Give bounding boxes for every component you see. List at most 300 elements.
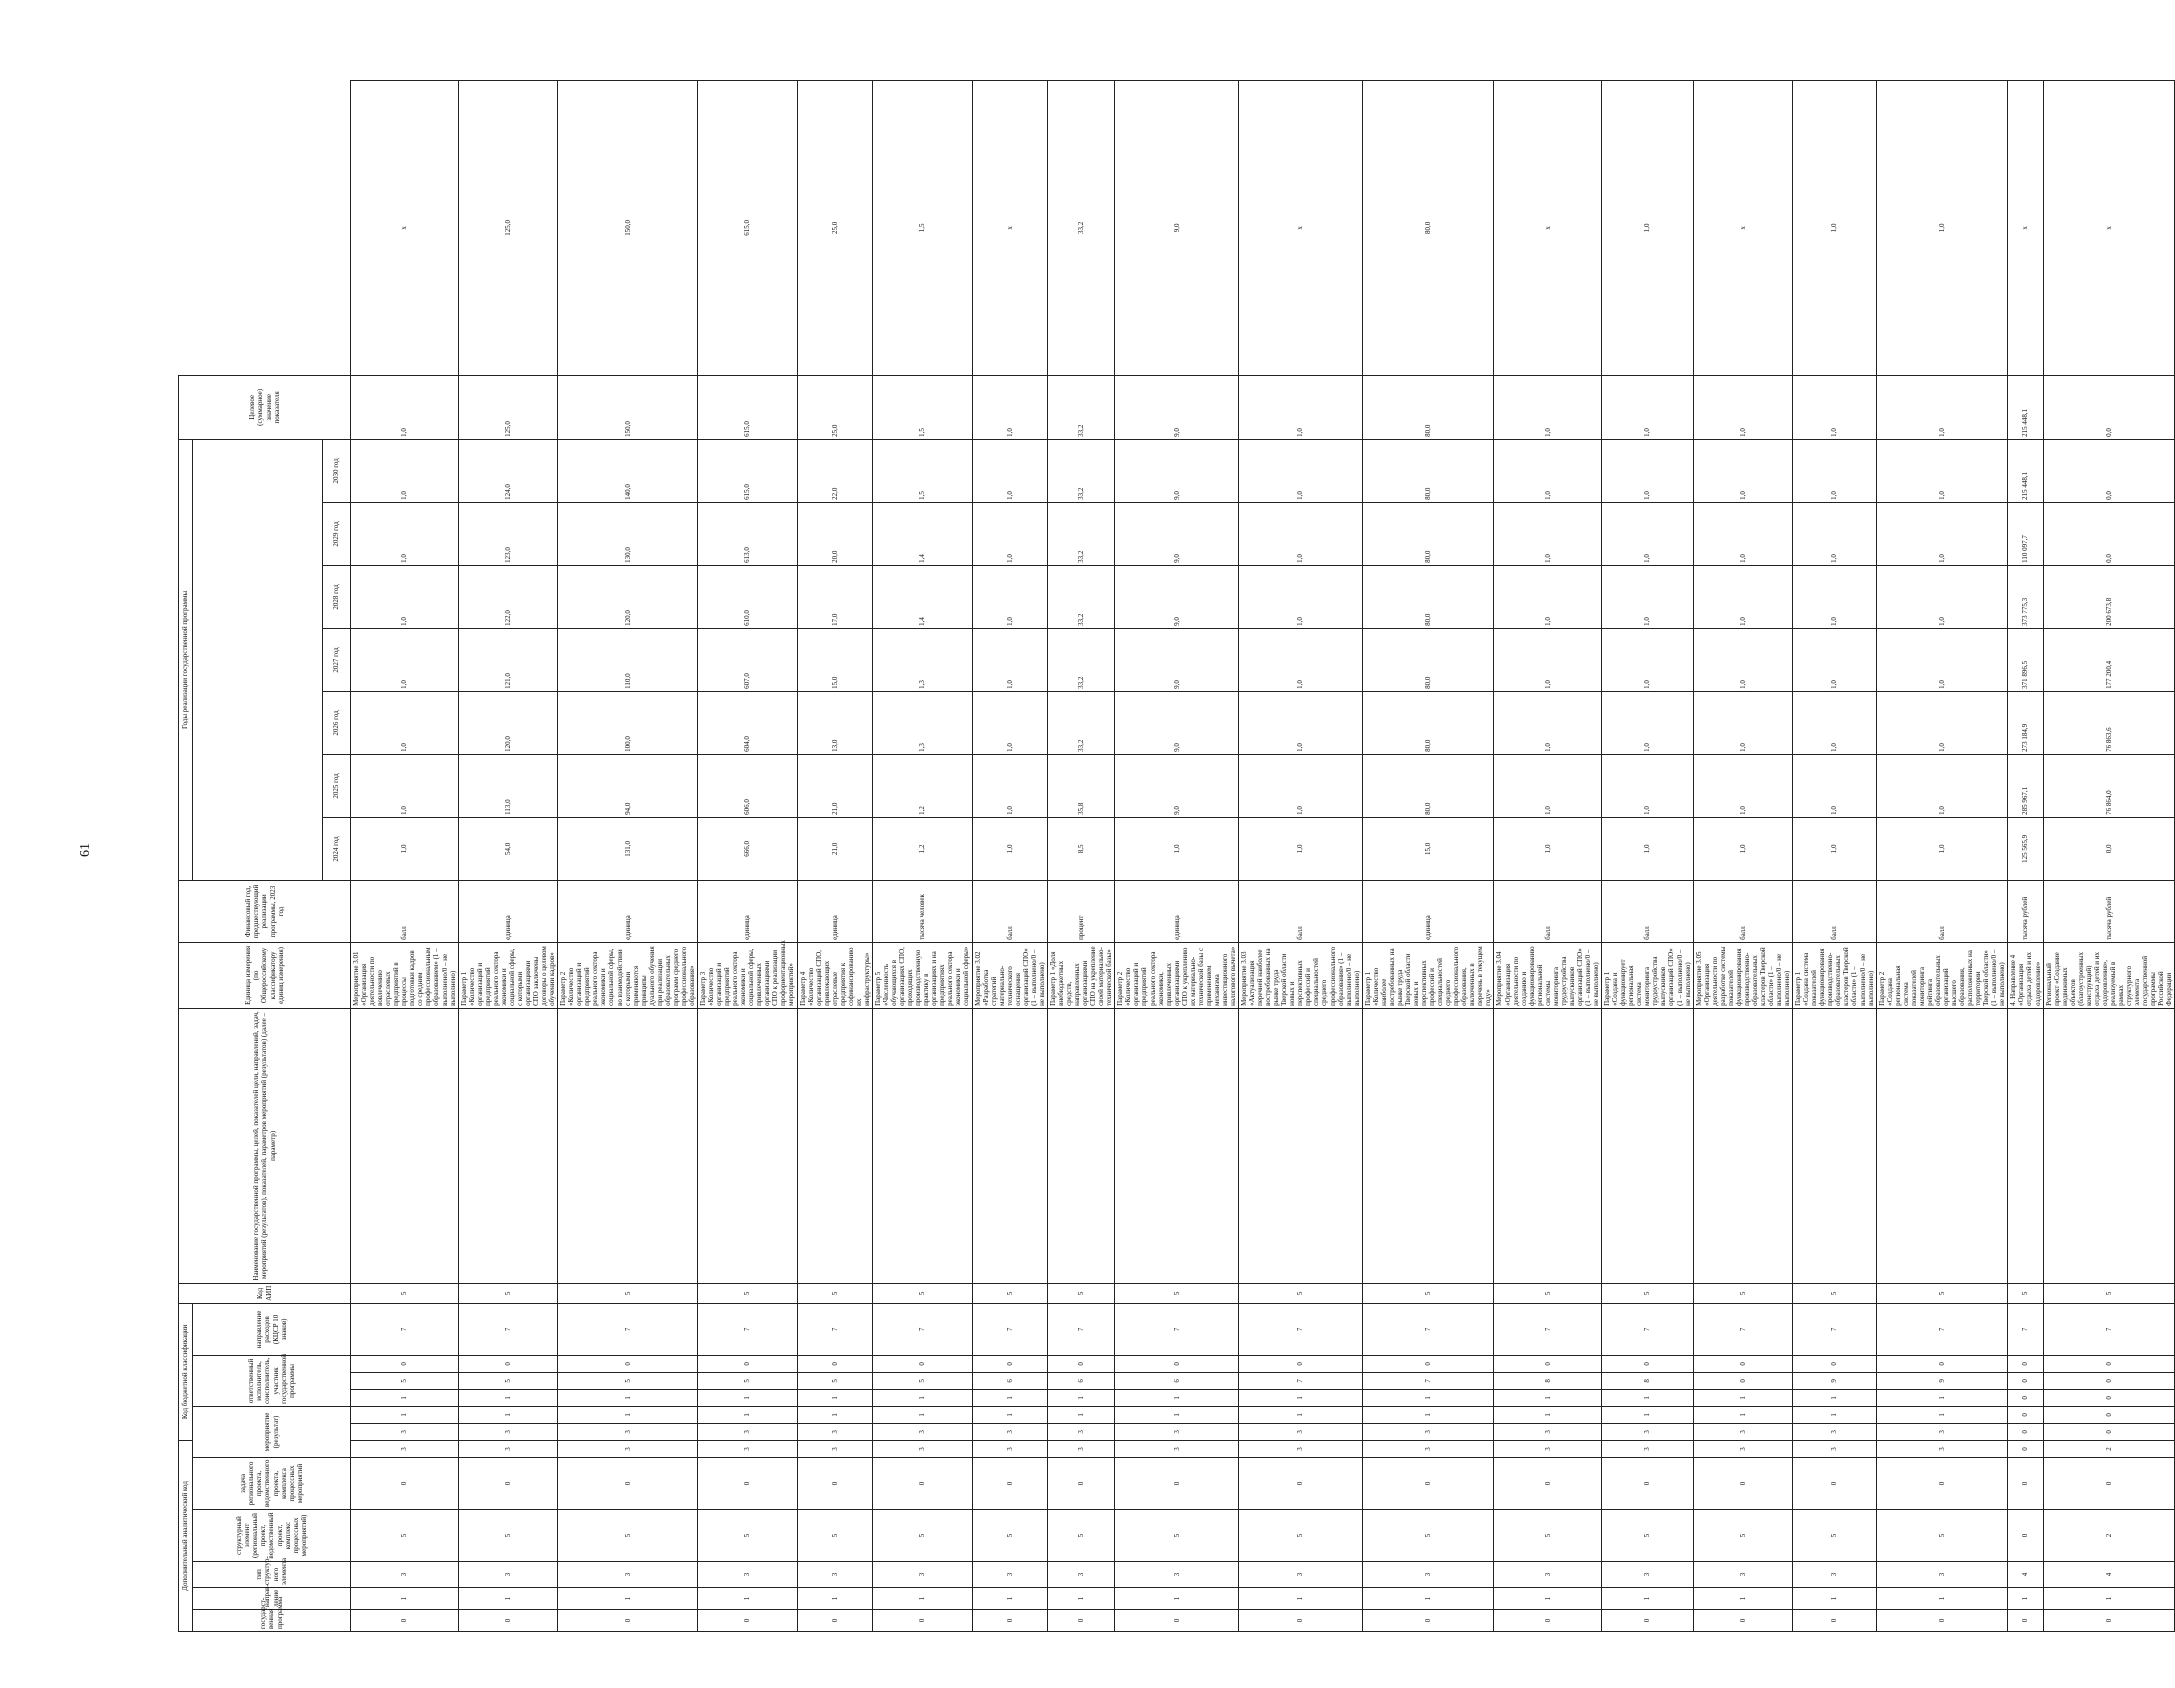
code-cell: 3 bbox=[1047, 1562, 1114, 1588]
code-cell: 3 bbox=[1602, 1562, 1694, 1588]
year-value-cell: 1,0 bbox=[972, 565, 1047, 628]
table-row bbox=[351, 81, 459, 1632]
code-cell: 0 bbox=[2008, 1510, 2043, 1562]
name-cell: Параметр 3 «Количество организаций и предприятий реального сектора экономики и социальной сферы, привлеченных организациями СПО к реализации профориентационных мероприятий» bbox=[697, 942, 797, 1008]
code-cell: 1 bbox=[1115, 1406, 1239, 1423]
year-value-cell: 80,0 bbox=[1362, 375, 1494, 439]
year-value-cell: 33,2 bbox=[1047, 439, 1114, 502]
aip-cell bbox=[1239, 1008, 1363, 1283]
year-value-cell: 1,0 bbox=[1494, 439, 1602, 502]
code-cell: 5 bbox=[872, 1510, 972, 1562]
year-value-cell: 125,0 bbox=[458, 375, 558, 439]
code-cell: 1 bbox=[1693, 1389, 1793, 1406]
code-cell: 5 bbox=[558, 1510, 698, 1562]
table-body bbox=[351, 81, 2175, 1632]
table-row bbox=[1115, 81, 1239, 1632]
year-value-cell: 373 775,3 bbox=[2008, 565, 2043, 628]
code-cell: 5 bbox=[1362, 1283, 1494, 1303]
code-cell: 1 bbox=[558, 1389, 698, 1406]
year-value-cell: 1,0 bbox=[1876, 754, 2008, 817]
code-cell: 3 bbox=[872, 1440, 972, 1457]
code-cell: 5 bbox=[1115, 1283, 1239, 1303]
year-value-cell: 1,0 bbox=[1693, 754, 1793, 817]
code-cell: 0 bbox=[1047, 1610, 1114, 1632]
year-value-cell: 1,0 bbox=[1693, 502, 1793, 565]
year-value-cell: 80,0 bbox=[1362, 565, 1494, 628]
code-cell: 9 bbox=[1876, 1372, 2008, 1389]
name-cell: Параметр 5 «Численность обучающихся в организациях СПО, проходящих производственную практику в организациях и на предприятиях реального сектора экономики и социальной сферы» bbox=[872, 942, 972, 1008]
code-cell: 1 bbox=[1693, 1588, 1793, 1610]
code-cell: 1 bbox=[872, 1588, 972, 1610]
year-value-cell: 1,4 bbox=[872, 502, 972, 565]
total-cell: x bbox=[351, 81, 459, 376]
code-cell: 0 bbox=[972, 1458, 1047, 1510]
code-cell: 7 bbox=[1239, 1303, 1363, 1355]
code-cell: 3 bbox=[1793, 1423, 1876, 1440]
total-cell: 1,0 bbox=[1602, 81, 1694, 376]
year-value-cell: 94,0 bbox=[558, 754, 698, 817]
year-value-cell: 1,0 bbox=[1693, 691, 1793, 754]
code-cell: 1 bbox=[1793, 1588, 1876, 1610]
total-cell: 1,0 bbox=[1876, 81, 2008, 376]
table-row bbox=[1602, 81, 1694, 1632]
unit-cell: единица bbox=[1362, 880, 1494, 942]
code-cell: 5 bbox=[1047, 1510, 1114, 1562]
code-cell: 0 bbox=[1693, 1610, 1793, 1632]
code-cell: 5 bbox=[1793, 1283, 1876, 1303]
year-value-cell: 1,0 bbox=[1239, 754, 1363, 817]
code-cell: 6 bbox=[972, 1372, 1047, 1389]
code-cell: 3 bbox=[1876, 1423, 2008, 1440]
year-value-cell: 22,0 bbox=[797, 439, 872, 502]
code-cell: 0 bbox=[1793, 1458, 1876, 1510]
code-cell: 7 bbox=[458, 1303, 558, 1355]
year-value-cell: 1,5 bbox=[872, 439, 972, 502]
code-cell: 4 bbox=[2008, 1562, 2043, 1588]
year-value-cell: 9,0 bbox=[1115, 502, 1239, 565]
code-cell: 1 bbox=[797, 1588, 872, 1610]
code-cell: 0 bbox=[1693, 1458, 1793, 1510]
code-cell: 0 bbox=[1494, 1458, 1602, 1510]
page-number: 61 bbox=[78, 843, 93, 857]
code-cell: 0 bbox=[458, 1610, 558, 1632]
year-value-cell: 1,0 bbox=[1793, 691, 1876, 754]
year-value-cell: 1,0 bbox=[1494, 565, 1602, 628]
code-cell: 7 bbox=[1793, 1303, 1876, 1355]
fin-cell: 131,0 bbox=[558, 817, 698, 880]
year-value-cell: 17,0 bbox=[797, 565, 872, 628]
year-value-cell: 9,0 bbox=[1115, 565, 1239, 628]
fin-cell: 1,0 bbox=[1876, 817, 2008, 880]
code-cell: 1 bbox=[1876, 1588, 2008, 1610]
code-cell: 3 bbox=[1362, 1440, 1494, 1457]
dop-code-group-header: Дополнительный аналитический код bbox=[179, 1440, 193, 1631]
code-cell: 3 bbox=[558, 1562, 698, 1588]
code-cell: 0 bbox=[1602, 1458, 1694, 1510]
code-cell: 0 bbox=[2043, 1355, 2175, 1372]
year-value-cell: 33,2 bbox=[1047, 691, 1114, 754]
code-cell: 1 bbox=[797, 1406, 872, 1423]
year-value-cell: 1,0 bbox=[972, 691, 1047, 754]
code-cell: 5 bbox=[797, 1372, 872, 1389]
code-cell: 5 bbox=[2043, 1283, 2175, 1303]
code-cell: 5 bbox=[1239, 1283, 1363, 1303]
code-cell: 3 bbox=[1239, 1423, 1363, 1440]
year-value-cell: 1,0 bbox=[1494, 628, 1602, 691]
unit-cell: балл bbox=[1693, 880, 1793, 942]
total-cell: x bbox=[2008, 81, 2043, 376]
code-cell: 0 bbox=[972, 1355, 1047, 1372]
code-cell: 5 bbox=[1693, 1510, 1793, 1562]
code-cell: 3 bbox=[1239, 1440, 1363, 1457]
year-value-cell: 1,0 bbox=[972, 375, 1047, 439]
code-cell: 0 bbox=[458, 1458, 558, 1510]
year-value-cell: 80,0 bbox=[1362, 754, 1494, 817]
code-cell: 0 bbox=[1115, 1610, 1239, 1632]
code-cell: 5 bbox=[351, 1283, 459, 1303]
total-cell: 25,0 bbox=[797, 81, 872, 376]
code-cell: 3 bbox=[1602, 1440, 1694, 1457]
code-cell: 0 bbox=[2043, 1458, 2175, 1510]
code-cell: 0 bbox=[697, 1610, 797, 1632]
year-value-cell: 1,0 bbox=[1494, 691, 1602, 754]
code-cell: 3 bbox=[797, 1423, 872, 1440]
code-cell: 1 bbox=[351, 1406, 459, 1423]
code-cell: 1 bbox=[1047, 1588, 1114, 1610]
code-cell: 3 bbox=[1047, 1440, 1114, 1457]
code-cell: 0 bbox=[2043, 1610, 2175, 1632]
code-cell: 5 bbox=[1693, 1283, 1793, 1303]
code-cell: 3 bbox=[797, 1562, 872, 1588]
code-cell: 3 bbox=[1362, 1423, 1494, 1440]
fin-cell: 1,0 bbox=[1693, 817, 1793, 880]
total-cell: x bbox=[972, 81, 1047, 376]
year-value-cell: 215 448,1 bbox=[2008, 375, 2043, 439]
unit-cell: тысяча рублей bbox=[2008, 880, 2043, 942]
year-value-cell: 20,0 bbox=[797, 502, 872, 565]
code-cell: 3 bbox=[558, 1423, 698, 1440]
total-header: Целевое (суммарное) значение показателя bbox=[179, 375, 351, 439]
year-value-cell: 1,0 bbox=[1693, 565, 1793, 628]
year-value-cell: 1,0 bbox=[1876, 691, 2008, 754]
year-value-cell: 1,0 bbox=[351, 375, 459, 439]
code-cell: 8 bbox=[1494, 1372, 1602, 1389]
code-cell: 1 bbox=[1362, 1389, 1494, 1406]
aip-cell bbox=[351, 1008, 459, 1283]
year-value-cell: 1,0 bbox=[1876, 628, 2008, 691]
name-cell: Параметр 1 «Количество организаций и предприятий реального сектора экономики и социальной сферы, с которыми организациями СПО заключены договоры о целевом обучении кадров» bbox=[458, 942, 558, 1008]
table-row bbox=[458, 81, 558, 1632]
code-cell: 0 bbox=[558, 1355, 698, 1372]
code-cell: 7 bbox=[697, 1303, 797, 1355]
year-value-cell: 1,0 bbox=[351, 754, 459, 817]
fin-cell: 666,0 bbox=[697, 817, 797, 880]
code-cell: 5 bbox=[1115, 1510, 1239, 1562]
year-value-cell: 13,0 bbox=[797, 691, 872, 754]
code-cell: 0 bbox=[872, 1610, 972, 1632]
name-cell: Параметр 2 «Количество организаций и предприятий реального сектора экономики и социальной сферы, во взаимодействии с которыми применяются принципы дуального обучения при реализации образовательных программ среднего профессионального образования» bbox=[558, 942, 698, 1008]
code-cell: 5 bbox=[1494, 1510, 1602, 1562]
code-cell: 0 bbox=[797, 1610, 872, 1632]
year-value-cell: 1,3 bbox=[872, 628, 972, 691]
code-cell: 3 bbox=[797, 1440, 872, 1457]
table-row bbox=[2008, 81, 2043, 1632]
code-cell: 0 bbox=[1362, 1610, 1494, 1632]
year-value-cell: 1,0 bbox=[351, 691, 459, 754]
code-cell: 3 bbox=[872, 1423, 972, 1440]
year-value-cell: 33,2 bbox=[1047, 375, 1114, 439]
code-cell: 3 bbox=[1239, 1562, 1363, 1588]
code-cell: 5 bbox=[1239, 1510, 1363, 1562]
code-cell: 7 bbox=[1047, 1303, 1114, 1355]
code-cell: 7 bbox=[1876, 1303, 2008, 1355]
code-cell: 5 bbox=[458, 1283, 558, 1303]
zadacha-header: задача регионального проекта, ведомственного проекта, комплекса процессных мероприятий bbox=[193, 1458, 351, 1510]
code-cell: 2 bbox=[2043, 1510, 2175, 1562]
year-value-cell: 113,0 bbox=[458, 754, 558, 817]
code-cell: 0 bbox=[1693, 1372, 1793, 1389]
fin-cell: 8,5 bbox=[1047, 817, 1114, 880]
code-cell: 1 bbox=[558, 1588, 698, 1610]
code-cell: 3 bbox=[697, 1440, 797, 1457]
code-cell: 0 bbox=[2043, 1372, 2175, 1389]
code-cell: 3 bbox=[1494, 1440, 1602, 1457]
name-cell: 4. Направление 4 «Организация отдыха детей и их оздоровление» bbox=[2008, 942, 2043, 1008]
year-value-cell: 1,0 bbox=[1602, 691, 1694, 754]
aip-cell bbox=[1047, 1008, 1114, 1283]
year-value-cell: 0,0 bbox=[2043, 439, 2175, 502]
name-header: Наименование государственной программы, целей, показателей цели, направлений, задач, мероприятий (результатов), показателей, параметров мероприятий (результатов) (далее – параметр) bbox=[179, 1008, 351, 1283]
year-value-cell: 110,0 bbox=[558, 628, 698, 691]
code-cell: 3 bbox=[1793, 1440, 1876, 1457]
fin-cell: 1,0 bbox=[972, 817, 1047, 880]
year-value-cell: 200 673,8 bbox=[2043, 565, 2175, 628]
code-cell: 0 bbox=[1047, 1355, 1114, 1372]
code-cell: 0 bbox=[1239, 1355, 1363, 1372]
code-cell: 0 bbox=[2008, 1440, 2043, 1457]
fin-cell: 54,0 bbox=[458, 817, 558, 880]
table-row bbox=[1793, 81, 1876, 1632]
code-cell: 1 bbox=[1693, 1406, 1793, 1423]
code-cell: 0 bbox=[1239, 1458, 1363, 1510]
name-cell: Параметр 1 «Количество наиболее востребованных на рынке труда Тверской области новых и перспективных профессий и специальностей среднего профессионального образования, включенных в перечень в текущем году» bbox=[1362, 942, 1494, 1008]
year-value-cell: 1,0 bbox=[1693, 375, 1793, 439]
code-cell: 8 bbox=[1602, 1372, 1694, 1389]
code-cell: 3 bbox=[1362, 1562, 1494, 1588]
year-value-cell: 615,0 bbox=[697, 439, 797, 502]
aip-cell bbox=[972, 1008, 1047, 1283]
code-cell: 0 bbox=[1494, 1610, 1602, 1632]
name-cell: Параметр 1 «Создана система показателей функционирования производственно-образовательных кластеров Тверской области» (1 – выполнено/0 – не выполнено) bbox=[1793, 942, 1876, 1008]
code-cell: 1 bbox=[1115, 1389, 1239, 1406]
code-cell: 0 bbox=[972, 1610, 1047, 1632]
aip-cell bbox=[1602, 1008, 1694, 1283]
year-value-cell: 371 896,5 bbox=[2008, 628, 2043, 691]
code-cell: 5 bbox=[351, 1510, 459, 1562]
year-value-cell: 1,0 bbox=[1876, 439, 2008, 502]
year-value-cell: 1,0 bbox=[1494, 754, 1602, 817]
code-cell: 1 bbox=[2008, 1588, 2043, 1610]
year-value-cell: 121,0 bbox=[458, 628, 558, 691]
code-cell: 5 bbox=[458, 1510, 558, 1562]
year-value-cell: 1,0 bbox=[1793, 628, 1876, 691]
year-value-cell: 1,0 bbox=[1239, 628, 1363, 691]
table-row bbox=[1494, 81, 1602, 1632]
name-cell: Параметр 2 «Количество организаций и предприятий реального сектора экономики, привлеченных организациями СПО к укреплению их материально-технической базы с применением механизма инвестиционного налогового вычета» bbox=[1115, 942, 1239, 1008]
code-cell: 0 bbox=[2043, 1406, 2175, 1423]
code-cell: 1 bbox=[1239, 1588, 1363, 1610]
code-cell: 1 bbox=[1047, 1406, 1114, 1423]
year-header: 2030 год bbox=[323, 439, 351, 502]
code-cell: 0 bbox=[2008, 1458, 2043, 1510]
code-cell: 0 bbox=[1494, 1355, 1602, 1372]
name-cell: Параметр 1 «Доля внебюджетных средств, направленных организациями СПО на укрепление своей материально-технической базы» bbox=[1047, 942, 1114, 1008]
code-cell: 0 bbox=[558, 1610, 698, 1632]
code-cell: 4 bbox=[2043, 1562, 2175, 1588]
code-cell: 7 bbox=[1239, 1372, 1363, 1389]
napr-header: направ-ление bbox=[193, 1588, 351, 1610]
code-cell: 0 bbox=[697, 1355, 797, 1372]
code-cell: 6 bbox=[1115, 1372, 1239, 1389]
unit-cell: единица bbox=[558, 880, 698, 942]
code-cell: 3 bbox=[1115, 1562, 1239, 1588]
year-value-cell: 1,0 bbox=[972, 628, 1047, 691]
year-value-cell: 1,4 bbox=[872, 565, 972, 628]
table-row bbox=[2043, 81, 2175, 1632]
year-value-cell: 1,0 bbox=[1693, 628, 1793, 691]
code-cell: 1 bbox=[1239, 1389, 1363, 1406]
total-cell: 80,0 bbox=[1362, 81, 1494, 376]
code-cell: 7 bbox=[1115, 1303, 1239, 1355]
aip-cell bbox=[1115, 1008, 1239, 1283]
code-cell: 5 bbox=[972, 1283, 1047, 1303]
code-cell: 1 bbox=[1793, 1389, 1876, 1406]
table-row bbox=[697, 81, 797, 1632]
year-value-cell: 1,0 bbox=[1239, 565, 1363, 628]
year-value-cell: 615,0 bbox=[697, 375, 797, 439]
code-cell: 3 bbox=[872, 1562, 972, 1588]
code-cell: 3 bbox=[351, 1423, 459, 1440]
ispoln-header: ответственный исполнитель, соисполнитель, участник государственной программы bbox=[193, 1355, 351, 1406]
code-cell: 1 bbox=[697, 1389, 797, 1406]
year-value-cell: 80,0 bbox=[1362, 628, 1494, 691]
year-value-cell: 110 097,7 bbox=[2008, 502, 2043, 565]
code-cell: 0 bbox=[2043, 1423, 2175, 1440]
table-row bbox=[797, 81, 872, 1632]
code-cell: 0 bbox=[1362, 1458, 1494, 1510]
code-cell: 1 bbox=[351, 1588, 459, 1610]
year-value-cell: 1,0 bbox=[351, 565, 459, 628]
budget-code-group-header: Код бюджетной классификации bbox=[179, 1303, 193, 1440]
code-cell: 0 bbox=[697, 1458, 797, 1510]
total-cell: x bbox=[1239, 81, 1363, 376]
year-value-cell: 1,0 bbox=[1793, 375, 1876, 439]
code-cell: 3 bbox=[1047, 1423, 1114, 1440]
code-cell: 0 bbox=[1115, 1458, 1239, 1510]
code-cell: 7 bbox=[2043, 1303, 2175, 1355]
code-cell: 6 bbox=[1047, 1372, 1114, 1389]
code-cell: 3 bbox=[558, 1440, 698, 1457]
table-row bbox=[1362, 81, 1494, 1632]
table-row bbox=[558, 81, 698, 1632]
code-cell: 0 bbox=[1602, 1610, 1694, 1632]
year-value-cell: 120,0 bbox=[558, 565, 698, 628]
year-header: 2026 год bbox=[323, 691, 351, 754]
code-cell: 1 bbox=[972, 1588, 1047, 1610]
code-cell: 5 bbox=[697, 1372, 797, 1389]
merop-header: мероприятие (результат) bbox=[193, 1406, 351, 1457]
name-cell: Мероприятие 3.05 «Организация деятельности по разработке системы показателей функционирования производственно-образовательных кластеров Тверской области» (1 – выполнено/0 – не выполнено) bbox=[1693, 942, 1793, 1008]
year-value-cell: 15,0 bbox=[797, 628, 872, 691]
year-value-cell: 1,0 bbox=[1793, 502, 1876, 565]
year-value-cell: 0,0 bbox=[2043, 375, 2175, 439]
year-value-cell: 1,5 bbox=[872, 375, 972, 439]
code-cell: 0 bbox=[2008, 1406, 2043, 1423]
code-cell: 1 bbox=[458, 1406, 558, 1423]
code-cell: 1 bbox=[972, 1406, 1047, 1423]
year-value-cell: 1,0 bbox=[351, 628, 459, 691]
year-value-cell: 9,0 bbox=[1115, 375, 1239, 439]
code-cell: 1 bbox=[2043, 1588, 2175, 1610]
table-row bbox=[872, 81, 972, 1632]
year-value-cell: 1,0 bbox=[1793, 565, 1876, 628]
code-cell: 1 bbox=[458, 1588, 558, 1610]
code-cell: 3 bbox=[458, 1440, 558, 1457]
code-cell: 3 bbox=[972, 1440, 1047, 1457]
total-cell: 1,5 bbox=[872, 81, 972, 376]
year-value-cell: 1,0 bbox=[1602, 754, 1694, 817]
code-cell: 1 bbox=[697, 1588, 797, 1610]
code-cell: 1 bbox=[458, 1389, 558, 1406]
year-value-cell: 1,0 bbox=[1602, 502, 1694, 565]
year-header: 2029 год bbox=[323, 502, 351, 565]
code-cell: 1 bbox=[1876, 1389, 2008, 1406]
year-value-cell: 1,0 bbox=[1239, 502, 1363, 565]
code-cell: 1 bbox=[1602, 1588, 1694, 1610]
fin-cell: 0,0 bbox=[2043, 817, 2175, 880]
code-cell: 1 bbox=[797, 1389, 872, 1406]
code-cell: 7 bbox=[1362, 1372, 1494, 1389]
code-cell: 3 bbox=[1876, 1440, 2008, 1457]
code-cell: 3 bbox=[972, 1562, 1047, 1588]
code-cell: 0 bbox=[558, 1458, 698, 1510]
year-value-cell: 33,2 bbox=[1047, 628, 1114, 691]
code-cell: 3 bbox=[351, 1440, 459, 1457]
year-value-cell: 1,0 bbox=[1693, 439, 1793, 502]
unit-cell: тысяча рублей bbox=[2043, 880, 2175, 942]
code-cell: 0 bbox=[1047, 1458, 1114, 1510]
tip-header: тип структур-ного элемента bbox=[193, 1562, 351, 1588]
table-header bbox=[179, 81, 351, 1632]
year-value-cell: 606,0 bbox=[697, 754, 797, 817]
code-cell: 9 bbox=[1793, 1372, 1876, 1389]
name-cell: Мероприятие 3.03 «Актуализация перечней наиболее востребованных на рынке труда Тверской области новых и перспективных профессий и специальностей среднего профессионального образования» (1 – выполнено/0 – не выполнено) bbox=[1239, 942, 1363, 1008]
code-cell: 0 bbox=[1602, 1355, 1694, 1372]
fin-year-header: Финансовый год, предшествующий реализации программы, 2023 год bbox=[179, 880, 351, 942]
code-cell: 5 bbox=[972, 1510, 1047, 1562]
unit-cell: тысяча человек bbox=[872, 880, 972, 942]
name-cell: Мероприятие 3.01 «Организация деятельности по вовлечению отраслевых предприятий в процессы подготовки кадров со средним профессиональным образованием» (1 – выполнено/0 – не выполнено) bbox=[351, 942, 459, 1008]
unit-cell: балл bbox=[1602, 880, 1694, 942]
code-cell: 7 bbox=[797, 1303, 872, 1355]
code-cell: 7 bbox=[2008, 1303, 2043, 1355]
year-value-cell: 1,0 bbox=[1876, 502, 2008, 565]
year-value-cell: 123,0 bbox=[458, 502, 558, 565]
code-cell: 1 bbox=[1602, 1389, 1694, 1406]
unit-cell: единица bbox=[458, 880, 558, 942]
name-cell: Региональный проект «Создание недвижимых объектов (благоустроенных конструкций) отдыха детей и их оздоровления», реализуемый в рамках структурного элемента государственной программы Российской Федерации bbox=[2043, 942, 2175, 1008]
code-cell: 3 bbox=[458, 1423, 558, 1440]
